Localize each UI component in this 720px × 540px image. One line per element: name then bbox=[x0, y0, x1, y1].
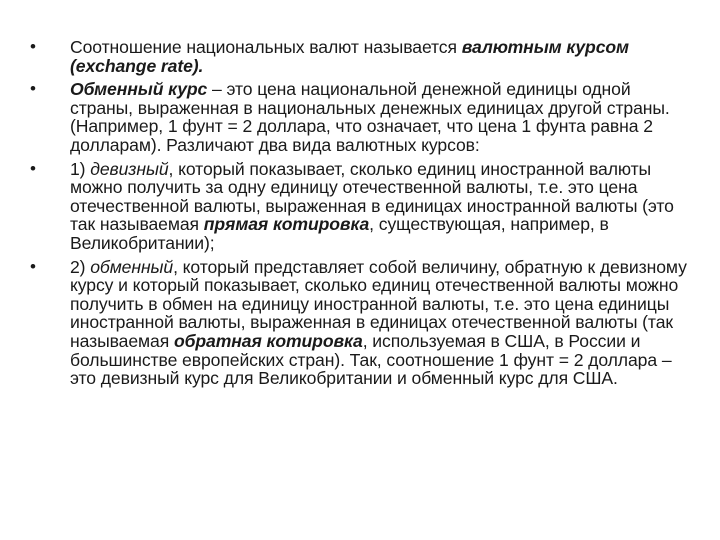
text-segment: , существующая, например, в Великобритании); bbox=[70, 214, 609, 253]
text-segment: обратная котировка bbox=[173, 330, 363, 351]
bullet-item-4 bbox=[30, 258, 690, 388]
bullet-dot-icon: • bbox=[30, 79, 36, 99]
bullet-item-3 bbox=[30, 160, 690, 253]
text-segment: 1) bbox=[70, 158, 91, 179]
text-segment: Соотношение национальных валют называется bbox=[70, 37, 462, 57]
text-segment: обменный bbox=[90, 256, 174, 277]
bullet-dot-icon: • bbox=[30, 256, 36, 276]
text-segment: , который показывает, сколько единиц иностранной валюты можно получить за одну единицу отечественной валюты, т.е. это цена отечественной валюты, выраженная в единицах иностранной валюты (это так называемая bbox=[70, 158, 674, 235]
text-segment: валютным курсом (exchange rate). bbox=[70, 37, 629, 76]
text-segment: девизный bbox=[90, 158, 169, 179]
text-segment: 2) bbox=[70, 256, 91, 277]
text-segment: прямая котировка bbox=[203, 214, 370, 235]
text-segment: , который представляет собой величину, обратную к девизному курсу и который показывает, сколько единиц отечественной валюты можно получить в обмен на единицу иностранной валюты, т.е. это цена единицы иностранной валюты, выраженная в единицах отечественной валюты (так называемая bbox=[70, 256, 687, 351]
bullet-item-1 bbox=[30, 38, 690, 75]
text-segment: – это цена национальной денежной единицы одной страны, выраженная в национальных денежных единицах другой страны. (Например, 1 фунт = 2 доллара, что означает, что цена 1 фунта равна 2 долларам). Различают два вида валютных курсов: bbox=[70, 79, 670, 155]
bullet-list bbox=[30, 38, 690, 393]
bullet-item-2 bbox=[30, 80, 690, 154]
bullet-dot-icon: • bbox=[30, 158, 36, 178]
text-segment: , используемая в США, в России и большинстве европейских стран). Так, соотношение 1 фунт = 2 доллара – это девизный курс для Великобритании и обменный курс для США. bbox=[70, 330, 672, 389]
bullet-dot-icon: • bbox=[30, 37, 36, 56]
text-segment: Обменный курс bbox=[70, 79, 208, 100]
